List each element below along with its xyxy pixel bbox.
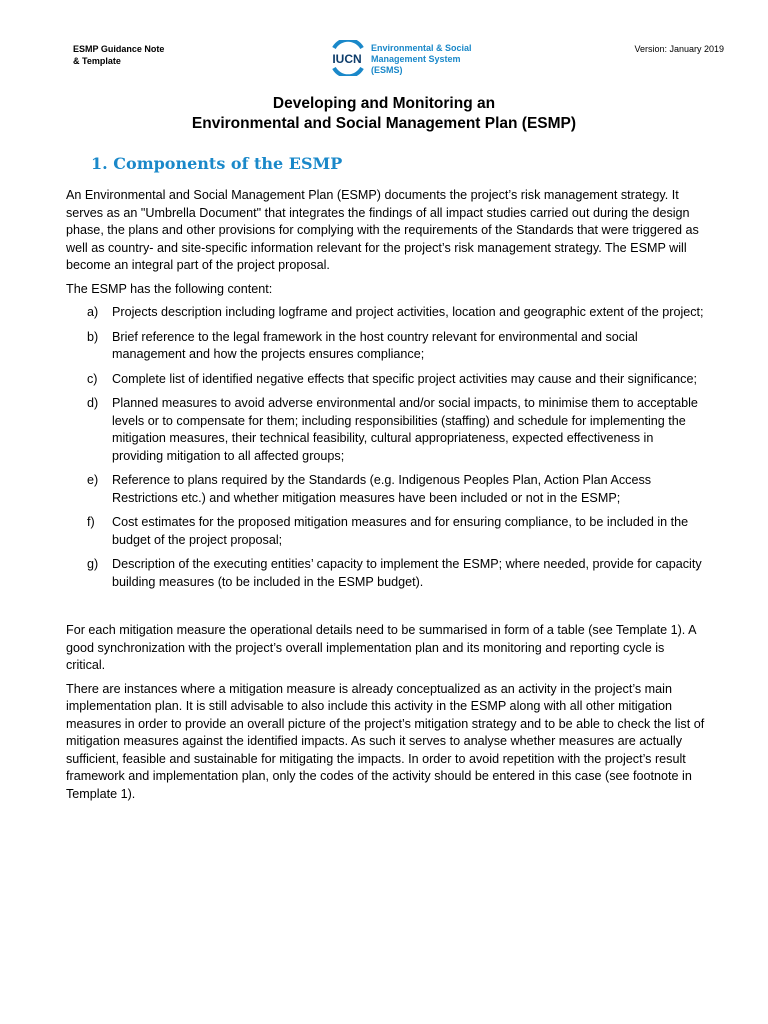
list-marker: e) (87, 473, 99, 487)
list-item (66, 472, 706, 507)
list-item-text: Reference to plans required by the Standards (e.g. Indigenous Peoples Plan, Action Plan Access Restrictions etc.) and whether mitigation measures have been included or not in the ESMP; (112, 473, 652, 505)
section-heading (91, 154, 342, 173)
list-item-text: Complete list of identified negative effects that specific project activities may cause and their significance; (112, 371, 697, 386)
esms-system-name (371, 43, 501, 76)
list-item-text: Cost estimates for the proposed mitigation measures and for ensuring compliance, to be included in the budget of the project proposal; (112, 515, 689, 547)
content-list (66, 304, 706, 591)
document-title-line-1: Developing and Monitoring an (272, 95, 496, 112)
list-marker: c) (87, 371, 98, 386)
table-paragraph: For each mitigation measure the operational details need to be summarised in form of a table (see Template 1). A good synchronization with the project’s overall implementation plan and its monitoring and reporting cycle is critical. (66, 623, 696, 672)
list-item (66, 556, 706, 591)
document-title (0, 94, 768, 134)
document-type-line-1: ESMP Guidance Note (73, 44, 165, 54)
instances-paragraph: There are instances where a mitigation measure is already conceptualized as an activity in the project’s main implementation plan. It is still advisable to also include this activity in the ESMP along with all other mitigation measures in order to provide an overall picture of the project’s mitigation strategy and to be able to check the list of mitigation measures against the identified impacts. As such it serves to analyse whether measures are actually sufficient, feasible and sustainable for mitigating the impacts. In order to avoid repetition with the project’s result framework and implementation plan, only the codes of the activity should be entered in this case (see footnote in Template 1). (66, 681, 705, 801)
list-item-text: Planned measures to avoid adverse environmental and/or social impacts, to minimise them to acceptable levels or to compensate for them; including responsibilities (staffing) and schedule for implementing the mitigation measures, their technical feasibility, cultural appropriateness, expected effectiveness in providing mitigation to all affected groups; (112, 396, 698, 463)
list-item (66, 395, 706, 465)
version-label: Version: January 2019 (634, 44, 724, 54)
list-marker: b) (87, 329, 99, 344)
esms-line-1: Environmental & Social (371, 43, 472, 53)
list-item (66, 329, 706, 364)
content-lead-paragraph: The ESMP has the following content: (66, 281, 273, 296)
iucn-logo-text: IUCN (332, 52, 362, 66)
iucn-logo-icon (326, 40, 368, 76)
esms-line-3: (ESMS) (371, 65, 403, 75)
intro-paragraph: An Environmental and Social Management Plan (ESMP) documents the project’s risk management strategy. It serves as an "Umbrella Document" that integrates the findings of all impact studies carried out during the design phase, the plans and other provisions for complying with the requirements of the Standards that were triggered as well as country- and site-specific information relevant for the project’s risk management strategy. The ESMP will become an integral part of the project proposal. (66, 188, 699, 272)
list-item (66, 371, 706, 389)
document-type-label (73, 43, 203, 67)
list-marker: a) (87, 305, 99, 319)
document-type-line-2: & Template (73, 56, 121, 66)
list-item-text: Description of the executing entities’ capacity to implement the ESMP; where needed, provide for capacity building measures (to be included in the ESMP budget). (112, 557, 702, 589)
section-number: 1. (91, 154, 108, 173)
list-item-text: Brief reference to the legal framework in the host country relevant for environmental and social management and how the projects ensures compliance; (112, 329, 638, 361)
page-header (0, 40, 768, 80)
esms-line-2: Management System (371, 54, 461, 64)
body-text (66, 187, 706, 803)
list-item (66, 304, 706, 322)
list-marker: d) (87, 396, 99, 410)
document-title-line-2: Environmental and Social Management Plan (ESMP) (191, 115, 577, 132)
list-item (66, 514, 706, 549)
section-heading-text: Components of the ESMP (113, 154, 343, 173)
list-item-text: Projects description including logframe and project activities, location and geographic extent of the project; (112, 305, 704, 319)
list-marker: g) (87, 557, 99, 571)
iucn-logo (326, 40, 368, 76)
list-marker: f) (87, 515, 95, 529)
